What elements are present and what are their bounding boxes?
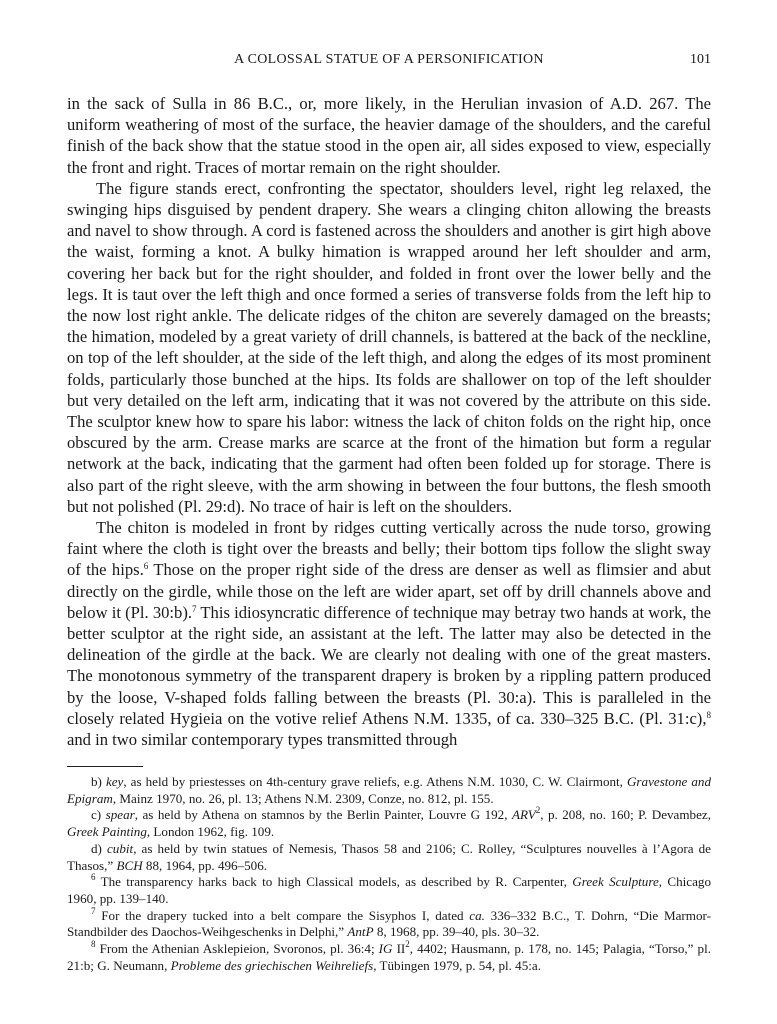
text-run: The figure stands erect, confronting the spectator, shoulders level, right leg relaxed, the swinging hips disguised by pendent drapery. She wears a clinging chiton allowing the breasts and navel to show through. A cord is fastened across the shoulders and another is girt high above the waist, forming a knot. A bulky himation is wrapped around her left shoulder and arm, covering her back but for the right shoulder, and folded in front over the lower belly and the legs. It is taut over the left thigh and once formed a series of transverse folds from the left hip to the now lost right ankle. The delicate ridges of the chiton are severely damaged on the breasts; the himation, modeled by a great variety of drill channels, is battered at the back of the neckline, on top of the left shoulder, at the side of the left thigh, and along the edges of its most prominent folds, particularly those bunched at the hips. Its folds are shallower on top of the left shoulder but very detailed on the left arm, indicating that it was not covered by the attribute on this side. The sculptor knew how to spare his labor: witness the lack of chiton folds on the right hip, once obscured by the arm. Crease marks are scarce at the front of the himation but form a regular network at the back, indicating that the garment had often been folded up for storage. There is also part of the right sleeve, with the arm showing in between the four buttons, the flesh smooth but not polished (Pl. 29:d). No trace of hair is left on the shoulders. xyxy=(67,178,711,516)
text-run: and in two similar contemporary types transmitted through xyxy=(67,730,458,750)
footnote-ref[interactable]: 6 xyxy=(143,561,149,572)
fn-text: The transparency harks back to high Classical models, as described by R. Carpenter, xyxy=(95,874,573,890)
fn-text: , as held by Athena on stamnos by the Berlin Painter, Louvre G 192, xyxy=(134,807,512,823)
fn-text: , Tübingen 1979, p. 54, pl. 45:a. xyxy=(373,957,541,973)
footnote xyxy=(67,874,711,907)
running-title: A COLOSSAL STATUE OF A PERSONIFICATION xyxy=(234,52,544,67)
fn-sup: 2 xyxy=(535,805,541,816)
fn-italic: Gravestone and Epigram xyxy=(67,774,711,806)
fn-text: d) xyxy=(91,840,107,856)
fn-italic: cubit xyxy=(107,840,134,856)
fn-text: From the Athenian Asklepieion, Svoronos, pl. 36:4; xyxy=(95,941,379,957)
fn-italic: key xyxy=(105,774,124,789)
main-text xyxy=(67,93,711,750)
fn-text: 88, 1964, pp. 496–506. xyxy=(142,857,268,873)
fn-text: b) xyxy=(91,774,106,789)
footnote xyxy=(67,807,711,840)
footnote xyxy=(67,774,711,807)
fn-text: 336–332 B.C., T. Dohrn, “Die Marmor-Standbilder des Daochos-Weihgeschenks in Delphi,” xyxy=(67,907,711,940)
footnote-divider xyxy=(67,766,143,767)
fn-italic: BCH xyxy=(116,857,143,873)
fn-italic: ca. xyxy=(469,907,485,923)
text-run: Those on the proper right side of the dress are denser as well as flimsier and abut directly on the girdle, while those on the left are wider apart, set off by drill channels above and below it (Pl. 30:b). xyxy=(67,560,711,622)
text-run: This idiosyncratic difference of technique may betray two hands at work, the better sculptor at the right side, an assistant at the left. The latter may also be detected in the delineation of the girdle at the back. We are clearly not dealing with one of the great masters. The monotonous symmetry of the transparent drapery is broken by a rippling pattern produced by the loose, V-shaped folds falling between the breasts (Pl. 30:a). This is paralleled in the closely related Hygieia on the votive relief Athens N.M. 1335, of ca. 330–325 B.C. (Pl. 31:c), xyxy=(67,602,711,728)
footnote xyxy=(67,905,711,941)
paragraph-continued xyxy=(67,93,711,178)
fn-text: , as held by priestesses on 4th-century grave reliefs, e.g. Athens N.M. 1030, C. W. Clairmont, xyxy=(123,774,627,789)
fn-text: , London 1962, fig. 109. xyxy=(146,824,275,840)
footnote-ref[interactable]: 8 xyxy=(706,709,711,720)
fn-italic: Greek Sculpture xyxy=(572,874,659,890)
fn-text: , 4402; Hausmann, p. 178, no. 145; Palagia, “Torso,” pl. 21:b; G. Neumann, xyxy=(67,941,711,973)
fn-text: , p. 208, no. 160; P. Devambez, xyxy=(540,807,711,823)
paragraph xyxy=(67,178,711,517)
text-run: The chiton is modeled in front by ridges cutting vertically across the nude torso, growing faint where the cloth is tight over the breasts and belly; their bottom tips follow the slight sway of the hips. xyxy=(67,518,711,580)
footnotes xyxy=(67,774,711,974)
text-run: in the sack of Sulla in 86 B.C., or, more likely, in the Herulian invasion of A.D. 267. The uniform weathering of most of the surface, the heavier damage of the shoulders, and the careful finish of the back show that the statue stood in the open air, all sides exposed to view, especially the front and right. Traces of mortar remain on the right shoulder. xyxy=(67,94,711,177)
footnote-number: 7 xyxy=(91,905,96,916)
footnote-number: 6 xyxy=(91,872,96,883)
fn-text: , Chicago 1960, pp. 139–140. xyxy=(67,874,711,906)
fn-text: , as held by twin statues of Nemesis, Thasos 58 and 2106; C. Rolley, “Sculptures nouvelles à l’Agora de Thasos,” xyxy=(67,840,711,873)
fn-sup: 2 xyxy=(405,939,410,950)
fn-italic: spear xyxy=(105,807,135,823)
fn-text: II xyxy=(392,941,406,957)
footnote-number: 8 xyxy=(91,939,96,950)
page-number: 101 xyxy=(690,52,711,67)
fn-italic: Greek Painting xyxy=(67,824,147,840)
paragraph xyxy=(67,517,711,750)
fn-italic: Probleme des griechischen Weihreliefs xyxy=(170,957,374,973)
fn-text: 8, 1968, pp. 39–40, pls. 30–32. xyxy=(373,924,540,940)
fn-text: For the drapery tucked into a belt compare the Sisyphos I, dated xyxy=(95,907,470,923)
footnote-ref[interactable]: 7 xyxy=(192,603,197,614)
footnote xyxy=(67,941,711,974)
running-header xyxy=(67,52,711,72)
fn-italic: ARV xyxy=(511,807,536,823)
fn-text: c) xyxy=(91,807,106,823)
footnote xyxy=(67,841,711,874)
fn-italic: AntP xyxy=(347,924,374,940)
fn-text: , Mainz 1970, no. 26, pl. 13; Athens N.M. 2309, Conze, no. 812, pl. 155. xyxy=(112,790,494,806)
fn-italic: IG xyxy=(378,941,393,957)
